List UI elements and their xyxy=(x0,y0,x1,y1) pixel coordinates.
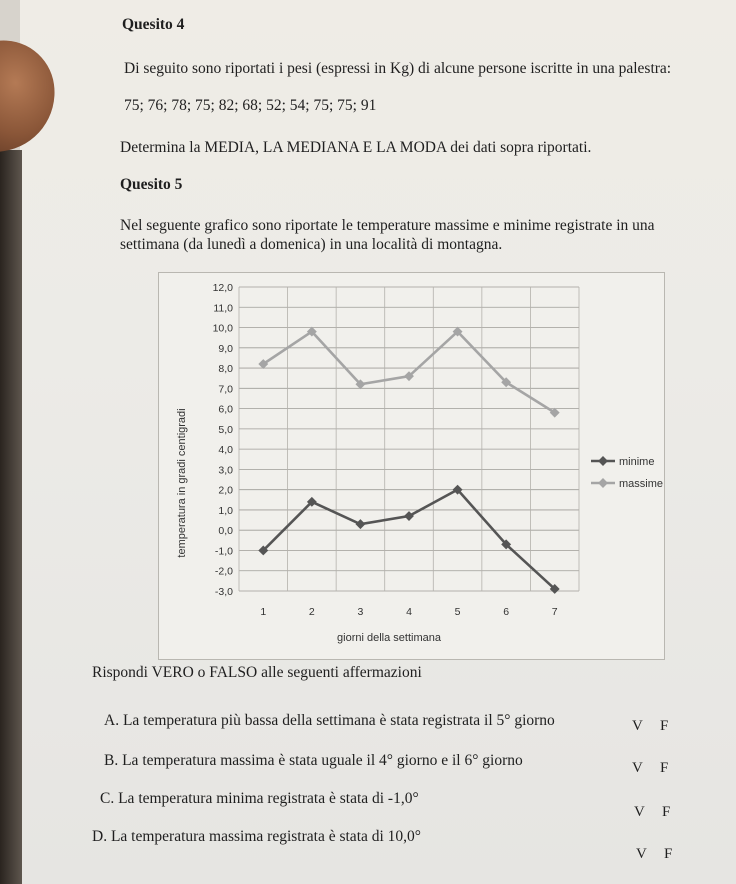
series-line-minime xyxy=(263,490,554,589)
chart-svg xyxy=(159,273,664,659)
quesito5-text-line1: Nel seguente grafico sono riportate le temperature massime e minime registrate in una xyxy=(120,217,655,234)
x-tick-label: 7 xyxy=(551,606,558,618)
statement-a-text: La temperatura più bassa della settimana è stata registrata il 5° giorno xyxy=(122,712,555,729)
legend-marker-minime xyxy=(598,456,608,466)
x-axis-label: giorni della settimana xyxy=(337,632,441,644)
y-tick-label: -3,0 xyxy=(214,586,233,598)
statement-b xyxy=(104,752,523,770)
legend-label-minime: minime xyxy=(619,456,655,468)
y-tick-label: 1,0 xyxy=(218,504,233,517)
background-edge xyxy=(0,150,22,884)
statement-d xyxy=(92,828,421,846)
legend-marker-massime xyxy=(598,478,608,488)
y-tick-label: 10,0 xyxy=(212,322,233,335)
statement-b-choices[interactable] xyxy=(632,760,688,777)
data-point-minime xyxy=(404,511,414,521)
true-option[interactable]: V xyxy=(632,760,643,776)
quesito4-text: Di seguito sono riportati i pesi (espressi in Kg) di alcune persone iscritte in una palestra: xyxy=(124,60,672,77)
quesito4-data: 75; 76; 78; 75; 82; 68; 52; 54; 75; 75; 91 xyxy=(124,97,377,114)
statement-c-choices[interactable] xyxy=(634,804,690,821)
false-option[interactable]: F xyxy=(664,846,673,862)
legend-label-massime: massime xyxy=(619,478,664,490)
statement-b-text: La temperatura massima è stata uguale il 4° giorno e il 6° giorno xyxy=(122,752,523,769)
true-option[interactable]: V xyxy=(634,804,645,820)
true-option[interactable]: V xyxy=(632,718,643,734)
x-tick-label: 6 xyxy=(503,606,510,618)
x-tick-label: 3 xyxy=(357,606,364,618)
statement-a-choices[interactable] xyxy=(632,718,688,735)
instructions: Rispondi VERO o FALSO alle seguenti affermazioni xyxy=(92,664,422,681)
temperature-chart xyxy=(158,272,665,660)
statement-b-letter: B. xyxy=(104,752,119,769)
statement-d-text: La temperatura massima registrata è stata di 10,0° xyxy=(110,828,422,845)
y-tick-label: -1,0 xyxy=(214,545,233,558)
x-tick-label: 5 xyxy=(454,606,461,618)
y-tick-label: 6,0 xyxy=(218,403,233,416)
quesito4-title: Quesito 4 xyxy=(122,16,185,33)
x-tick-label: 4 xyxy=(406,606,412,618)
false-option[interactable]: F xyxy=(662,804,671,820)
false-option[interactable]: F xyxy=(660,718,669,734)
false-option[interactable]: F xyxy=(660,760,669,776)
quesito4-question: Determina la MEDIA, LA MEDIANA E LA MODA dei dati sopra riportati. xyxy=(120,139,592,156)
x-tick-label: 2 xyxy=(308,606,315,618)
statement-d-choices[interactable] xyxy=(636,846,692,863)
y-tick-label: 11,0 xyxy=(213,302,233,315)
y-tick-label: -2,0 xyxy=(214,565,233,578)
statement-c xyxy=(100,790,419,808)
y-tick-label: 5,0 xyxy=(218,423,233,436)
y-axis-label: temperatura in gradi centigradi xyxy=(176,408,188,558)
y-tick-label: 4,0 xyxy=(218,444,233,457)
statement-c-letter: C. xyxy=(100,790,115,807)
quesito5-text-line2: settimana (da lunedì a domenica) in una località di montagna. xyxy=(120,236,503,253)
y-tick-label: 0,0 xyxy=(218,525,233,538)
y-tick-label: 8,0 xyxy=(218,363,233,376)
y-tick-label: 7,0 xyxy=(218,383,233,396)
statement-c-text: La temperatura minima registrata è stata di -1,0° xyxy=(118,790,419,807)
statement-d-letter: D. xyxy=(92,828,108,845)
quesito5-title: Quesito 5 xyxy=(120,176,183,193)
y-tick-label: 2,0 xyxy=(218,484,233,497)
statement-a xyxy=(104,712,555,730)
y-tick-label: 9,0 xyxy=(218,342,233,355)
true-option[interactable]: V xyxy=(636,846,647,862)
y-tick-label: 12,0 xyxy=(212,282,233,294)
y-tick-label: 3,0 xyxy=(218,464,233,477)
x-tick-label: 1 xyxy=(260,606,267,618)
data-point-minime xyxy=(355,519,365,529)
statement-a-letter: A. xyxy=(104,712,120,729)
